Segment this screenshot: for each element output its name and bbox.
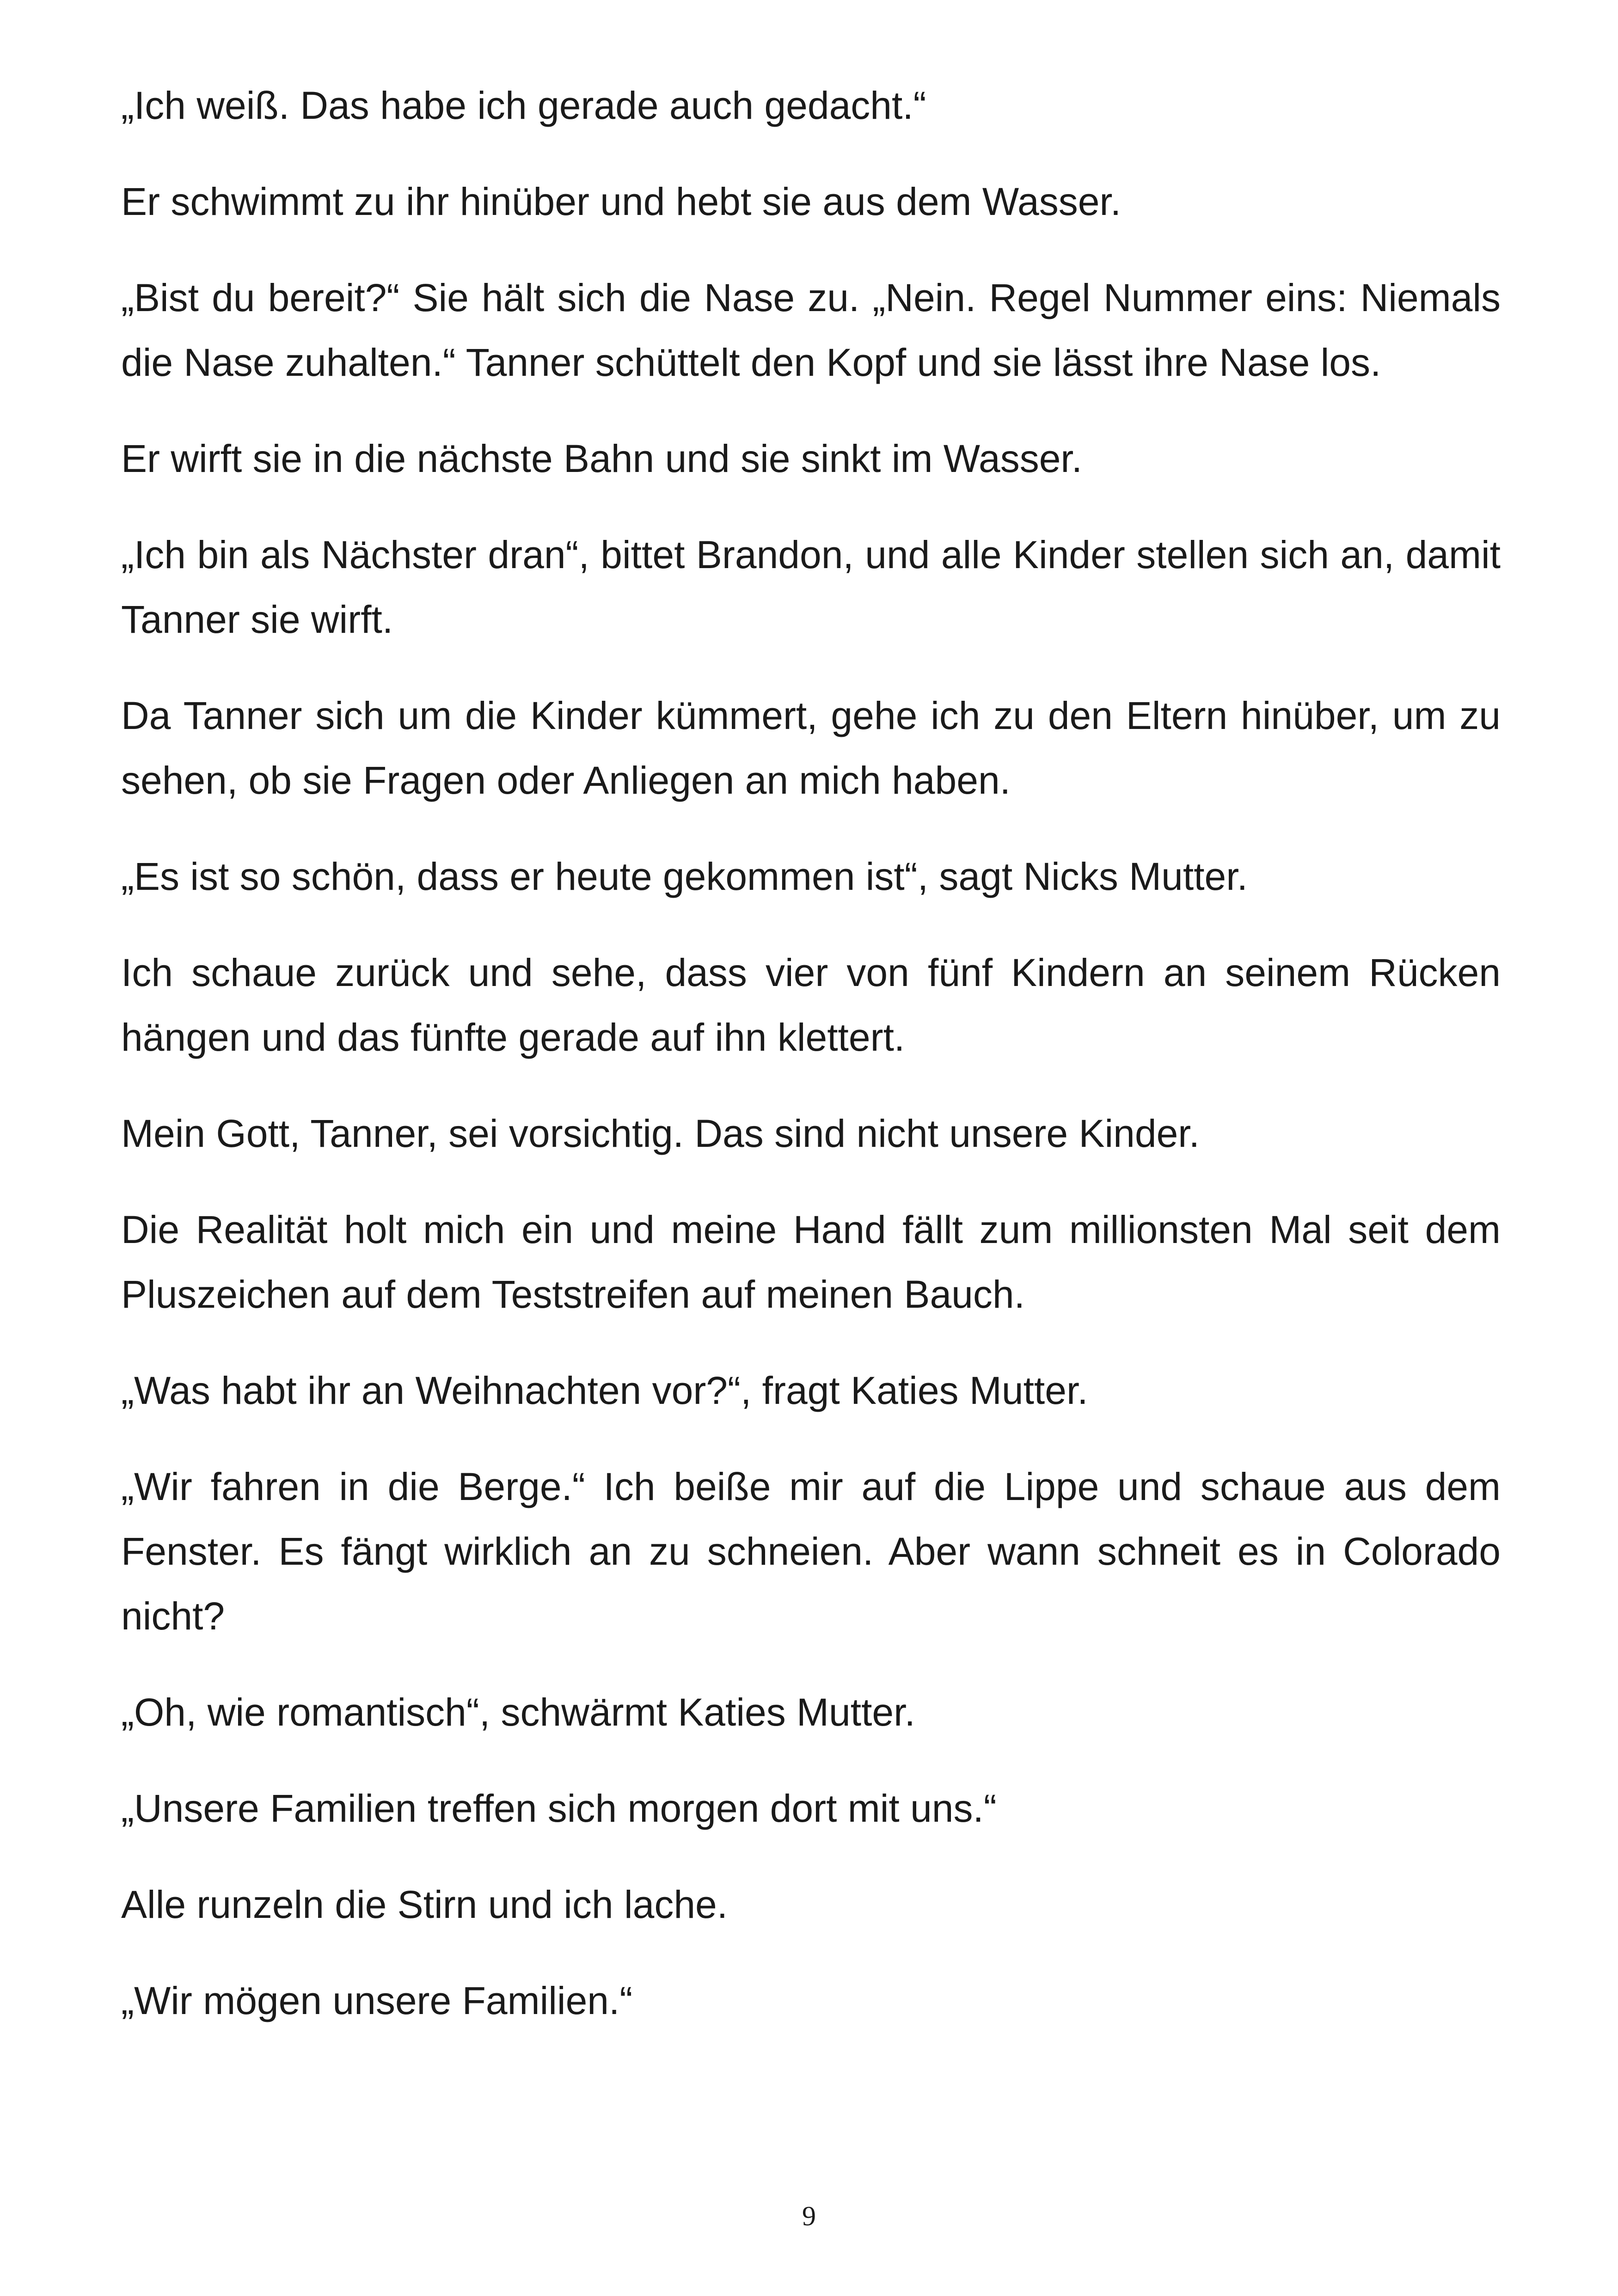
paragraph: „Es ist so schön, dass er heute gekommen ist“, sagt Nicks Mutter. bbox=[121, 855, 1248, 898]
paragraph: „Wir fahren in die Berge.“ Ich beiße mir auf die Lippe und schaue aus dem Fenster. Es fängt wirklich an zu schneien. Aber wann schneit es in Colorado nicht? bbox=[121, 1465, 1501, 1638]
paragraph: Ich schaue zurück und sehe, dass vier von fünf Kindern an seinem Rücken hängen und das fünfte gerade auf ihn klettert. bbox=[121, 951, 1501, 1059]
page-number: 9 bbox=[802, 2201, 816, 2231]
paragraph: Er schwimmt zu ihr hinüber und hebt sie aus dem Wasser. bbox=[121, 180, 1122, 223]
paragraph: „Was habt ihr an Weihnachten vor?“, fragt Katies Mutter. bbox=[121, 1369, 1088, 1412]
paragraph: Da Tanner sich um die Kinder kümmert, gehe ich zu den Eltern hinüber, um zu sehen, ob sie Fragen oder Anliegen an mich haben. bbox=[121, 694, 1501, 802]
paragraph: Er wirft sie in die nächste Bahn und sie sinkt im Wasser. bbox=[121, 437, 1083, 480]
paragraph: „Wir mögen unsere Familien.“ bbox=[121, 1979, 633, 2022]
paragraph: „Bist du bereit?“ Sie hält sich die Nase zu. „Nein. Regel Nummer eins: Niemals die Nase zuhalten.“ Tanner schüttelt den Kopf und sie lässt ihre Nase los. bbox=[121, 276, 1501, 384]
paragraph: Die Realität holt mich ein und meine Hand fällt zum millionsten Mal seit dem Pluszeichen auf dem Teststreifen auf meinen Bauch. bbox=[121, 1208, 1501, 1316]
paragraph: „Oh, wie romantisch“, schwärmt Katies Mutter. bbox=[121, 1690, 915, 1734]
paragraph: Mein Gott, Tanner, sei vorsichtig. Das sind nicht unsere Kinder. bbox=[121, 1112, 1200, 1155]
body-text bbox=[121, 73, 1501, 2064]
paragraph: Alle runzeln die Stirn und ich lache. bbox=[121, 1883, 728, 1926]
paragraph: „Unsere Familien treffen sich morgen dort mit uns.“ bbox=[121, 1787, 997, 1830]
paragraph: „Ich weiß. Das habe ich gerade auch gedacht.“ bbox=[121, 84, 926, 127]
paragraph: „Ich bin als Nächster dran“, bittet Brandon, und alle Kinder stellen sich an, damit Tanner sie wirft. bbox=[121, 533, 1501, 641]
